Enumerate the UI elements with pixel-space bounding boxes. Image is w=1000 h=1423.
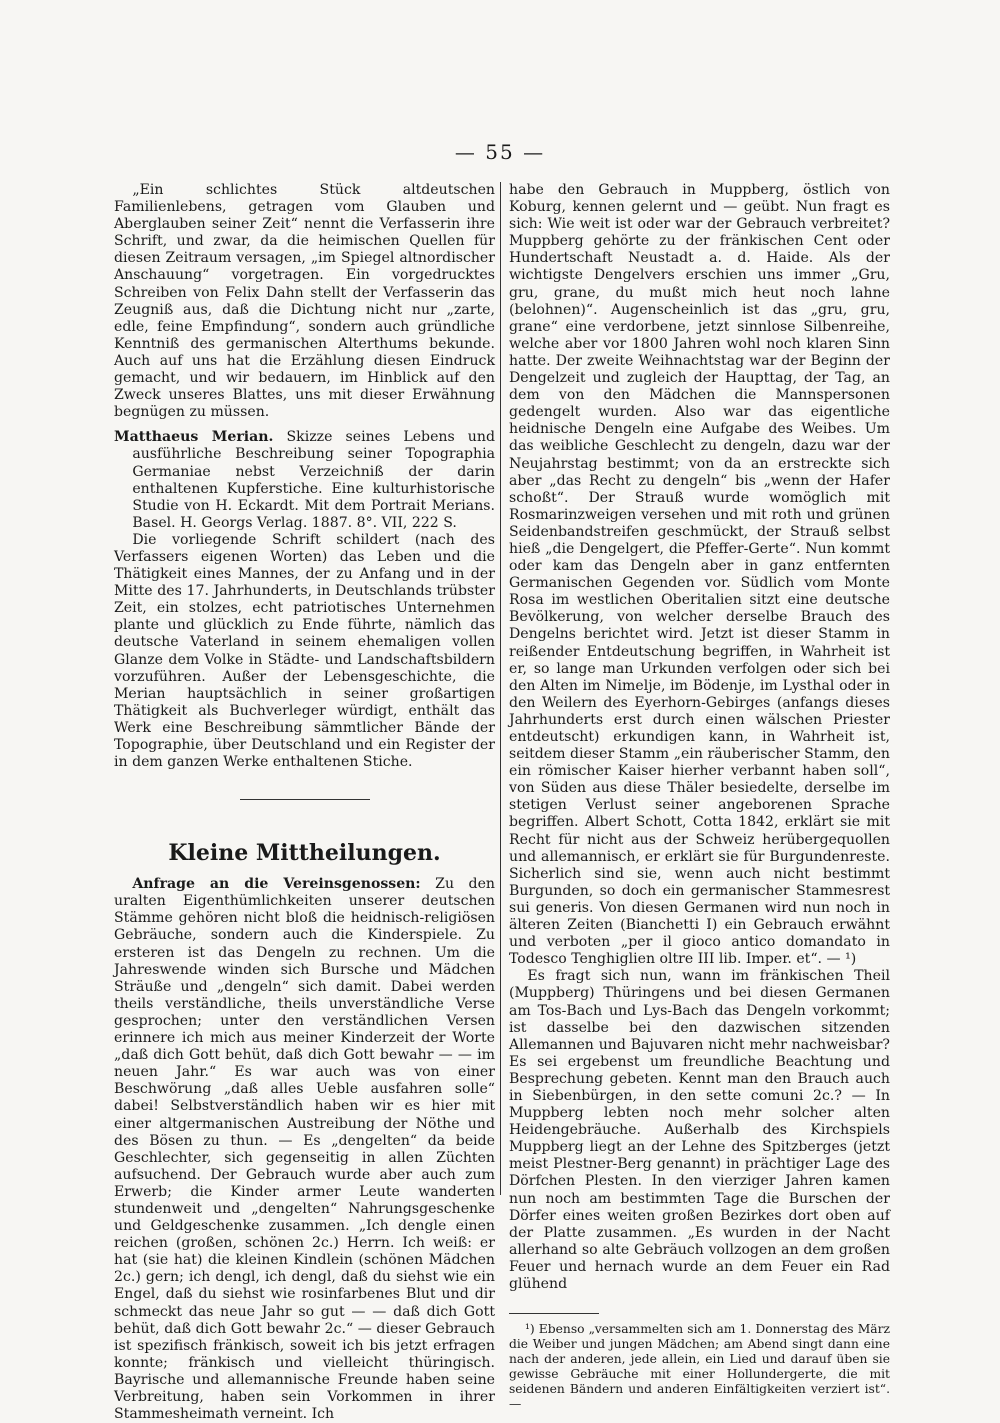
section-divider — [240, 799, 370, 800]
paragraph-family-life: „Ein schlichtes Stück altdeutschen Familienlebens, getragen vom Glauben und Aberglauben seiner Zeit“ nennt die Verfasserin ihre Schrift, und zwar, da die heimischen Quellen für diesen Zeitraum versagen, „im Spiegel altnordischer Anschauung“ vorgetragen. Ein vorgedrucktes Schreiben von Felix Dahn stellt der Verfasserin das Zeugniß aus, daß die Dichtung nicht nur „zarte, edle, feine Empfindung“, sondern auch gründliche Kenntniß des germanischen Alterthums bekunde. Auch auf uns hat die Erzählung diesen Eindruck gemacht, und wir bedauern, im Hinblick auf den Zweck unseres Blattes, uns mit dieser Erwähnung begnügen zu müssen. — [114, 182, 495, 421]
review-details: Skizze seines Lebens und ausführliche Beschreibung seiner Topographia Germaniae nebst Verzeichniß der darin enthaltenen Kupferstiche. Eine kulturhistorische Studie von H. Eckardt. Mit dem Portrait Merians. Basel. H. Georgs Verlag. 1887. 8°. VII, 222 S. — [132, 429, 495, 531]
review-title: Matthaeus Merian. — [114, 429, 274, 446]
section-title: Kleine Mittheilungen. — [168, 840, 441, 867]
paragraph-question: Es fragt sich nun, wann im fränkischen Theil (Muppberg) Thüringens und bei diesen Germanen am Tos-Bach und Lys-Bach das Dengeln vorkommt; ist dasselbe bei den dazwischen sitzenden Allemannen und Bajuvaren nicht mehr nachweisbar? Es sei ergebenst um freundliche Beachtung und Besprechung gebeten. Kennt man den Brauch auch in Siebenbürgen, in den sette comuni 2c.? — In Muppberg lebten noch mehr solcher alten Heidengebräuche. Außerhalb des Kirchspiels Muppberg liegt an der Lehne des Spitzberges (jetzt meist Plestner-Berg genannt) in prächtiger Lage des Dörfchen Plesten. In den vierziger Jahren kamen nun noch am bestimmten Tage die Burschen der Dörfer eines weiten großen Bezirkes dort oben auf der Platte zusammen. „Es wurden in der Nacht allerhand so alte Gebräuch vollzogen an dem großen Feuer und hernach wurde an dem Feuer ein Rad glühend — [509, 968, 890, 1292]
column-divider — [500, 182, 501, 1195]
left-column — [114, 182, 495, 1423]
right-column — [509, 182, 890, 1412]
footnote-text: ¹) Ebenso „versammelten sich am 1. Donnerstag des März die Weiber und jungen Mädchen; am Abend singt dann eine nach der anderen, jede allein, ein Lied und darauf üben sie gewisse Gebräuche mit einer Hollundergerte, die mit seidenen Bändern und anderen Einfältigkeiten verziert ist“. — — [509, 1322, 890, 1412]
query-body: Zu den uralten Eigenthümlichkeiten unserer deutschen Stämme gehören nicht bloß die heidnisch-religiösen Gebräuche, sondern auch die Kinderspiele. Zu ersteren ist das Dengeln zu rechnen. Um die Jahreswende winden sich Bursche und Mädchen Sträuße und „dengeln“ sich damit. Dabei werden theils verständliche, theils unverständliche Verse gesprochen; unter den verständlichen Versen erinnere ich mich aus meiner Kinderzeit der Worte „daß dich Gott behüt, daß dich Gott bewahr — — im neuen Jahr.“ Es war auch was von einer Beschwörung „daß alles Ueble ausfahren solle“ dabei! Selbstverständlich haben wir es hier mit einer altgermanischen Austreibung der Nöthe und des Bösen zu thun. — Es „dengelten“ da beide Geschlechter, sich gegenseitig in allen Züchten aufsuchend. Der Gebrauch wurde aber auch zum Erwerb; die Kinder armer Leute wanderten stundenweit und „dengelten“ Nahrungsgeschenke und Geldgeschenke zusammen. „Ich dengle einen reichen (großen, schönen 2c.) Herrn. Ich weiß: er hat (sie hat) die kleinen Kindlein (schönen Mädchen 2c.) gern; ich dengl, ich dengl, daß du siehst wie ein Engel, daß du siehst wie rosinfarbenes Blut und dir schmeckt das neue Jahr so gut — — daß dich Gott behüt, daß dich Gott bewahr 2c.“ — dieser Gebrauch ist spezifisch fränkisch, soweit ich bis jetzt erfragen konnte; fränkisch und vielleicht thüringisch. Bayrische und allemannische Freunde haben seine Verbreitung, haben sein Vorkommen in ihrer Stammesheimath verneint. Ich — [114, 876, 495, 1423]
paragraph-merian-summary: Die vorliegende Schrift schildert (nach des Verfassers eigenen Worten) das Leben und die Thätigkeit eines Mannes, der zu Anfang und in der Mitte des 17. Jahrhunderts, in Deutschlands trübster Zeit, ein stolzes, echt patriotisches Unternehmen plante und glücklich zu Ende führte, nämlich das deutsche Vaterland in seinem ehemaligen vollen Glanze dem Volke in Städte- und Landschaftsbildern vorzuführen. Außer der Lebensgeschichte, die Merian hauptsächlich in seiner großartigen Thätigkeit als Buchverleger würdigt, enthält das Werk eine Beschreibung sämmtlicher Bände der Topographie, über Deutschland und ein Register der in dem ganzen Werke enthaltenen Stiche. — [114, 531, 495, 771]
footnote — [509, 1322, 890, 1412]
paragraph-dengeln: habe den Gebrauch in Muppberg, östlich von Koburg, kennen gelernt und — geübt. Nun fragt es sich: Wie weit ist oder war der Gebrauch verbreitet? Muppberg gehörte zu der fränkischen Cent oder Hundertschaft Neustadt a. d. Haide. Als der wichtigste Dengelvers erschien uns immer „Gru, gru, grane, du mußt mich heut noch lahne (belohnen)“. Augenscheinlich ist das „gru, gru, grane“ eine verdorbene, jetzt sinnlose Silbenreihe, welche aber vor 1800 Jahren wohl noch klaren Sinn hatte. Der zweite Weihnachtstag war der Beginn der Dengelzeit und zugleich der Haupttag, der Tag, an dem von den Mädchen die Mannspersonen gedengelt wurden. Also war das eigentliche heidnische Dengeln eine Aufgabe des Weibes. Um das weibliche Geschlecht zu dengeln, dazu war der Neujahrstag bestimmt; von da an erstreckte sich aber „das Recht zu dengeln“ bis „wenn der Hafer schoßt“. Der Strauß wurde womöglich mit Rosmarinzweigen versehen und mit roth und grünen Seidenbandstreifen geschmückt, der Strauß selbst hieß „die Dengelgert, die Pfeffer-Gerte“. Nun kommt oder kam das Dengeln aber in ganz entfernten Germanischen Gegenden vor. Südlich vom Monte Rosa im westlichen Oberitalien sitzt eine deutsche Bevölkerung, von welcher derselbe Brauch des Dengelns berichtet wird. Jetzt ist dieser Stamm in reißender Entdeutschung begriffen, in Wahrheit ist er, so lange man Urkunden verfolgen oder sich bei den Alten im Nimelje, im Bödenje, im Lysthal oder in den Weilern des Eyerhorn-Gebirges (anfangs dieses Jahrhunderts erst durch einen wälschen Priester entdeutscht) erkundigen kann, in Wahrheit ist, seitdem dieser Stamm „ein räuberischer Stamm, den ein römischer Kaiser hierher verbannt haben soll“, von Süden aus diese Thäler besiedelte, derselbe im stetigen Verlust seiner angeborenen Sprache begriffen. Albert Schott, Cotta 1842, erklärt sie mit Recht für nicht aus der Schweiz herübergequollen und allemannisch, er erklärt sie für Burgundenreste. Sicherlich sind sie, wenn auch nicht bestimmt Burgunden, so doch ein germanischer Stammesrest sui generis. Von diesen Germanen wird nun noch in älteren Zeiten (Bianchetti I) ein Gebrauch erwähnt und verboten „per il gioco antico domandato in Todesco Tenghiglien oltre III lib. Imper. et“. — ¹) — [509, 182, 890, 968]
query-heading: Anfrage an die Vereinsgenossen: — [132, 876, 421, 893]
footnote-rule — [509, 1313, 599, 1314]
paragraph-query — [114, 876, 495, 1423]
page-number: — 55 — — [454, 140, 546, 164]
review-merian — [114, 429, 495, 532]
